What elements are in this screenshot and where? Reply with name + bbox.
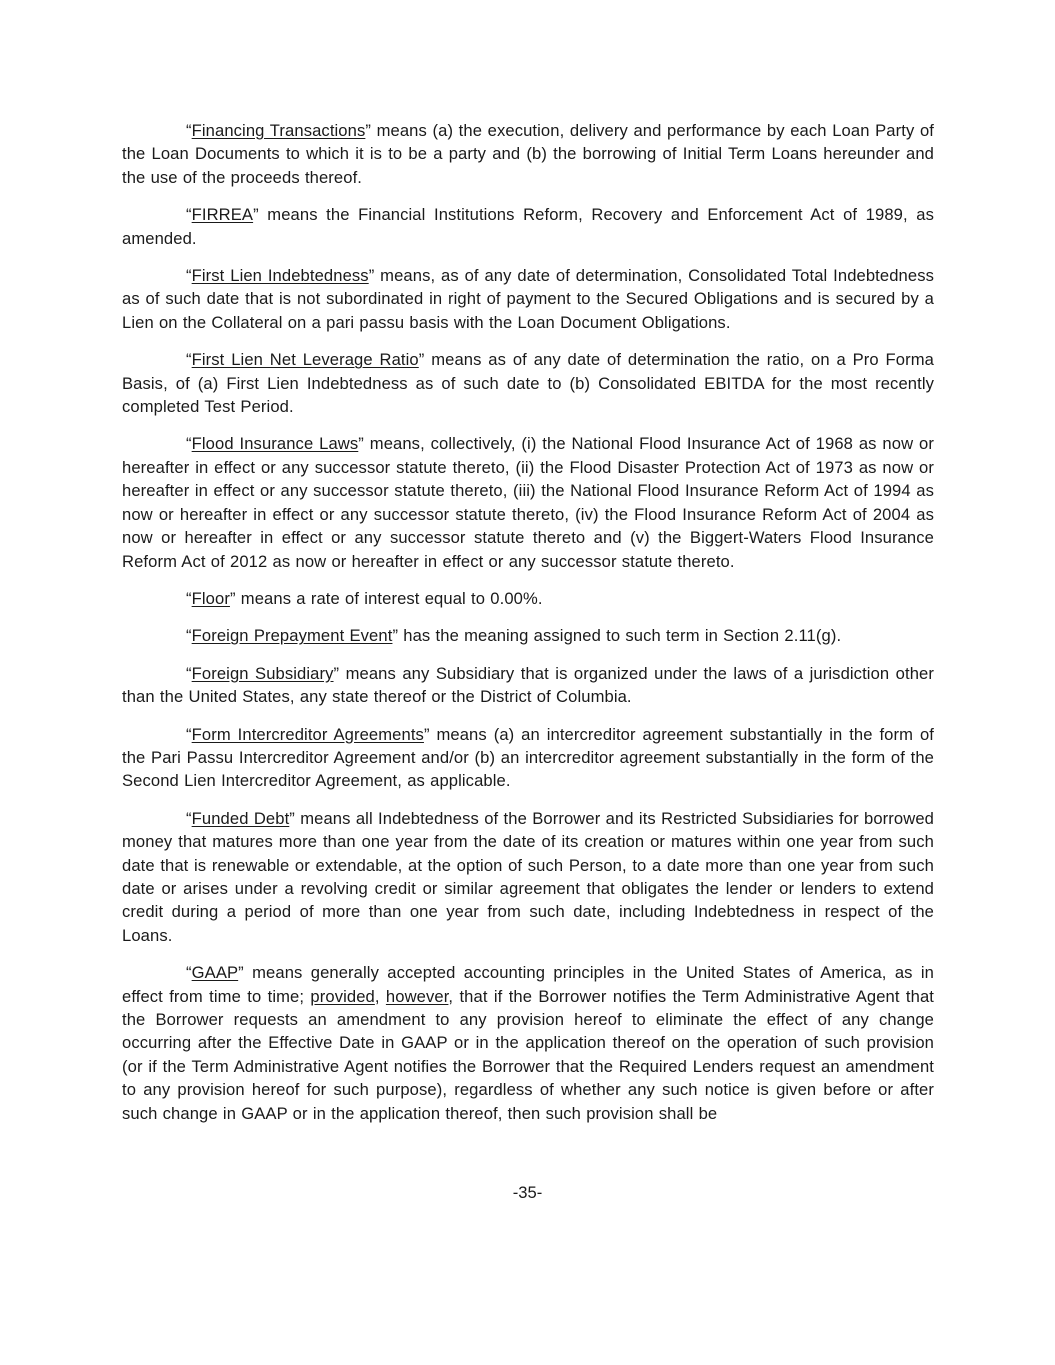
- paragraph: [122, 432, 934, 572]
- paragraph: [122, 807, 934, 947]
- defined-term: First Lien Indebtedness: [191, 266, 369, 286]
- defined-term: Funded Debt: [191, 808, 290, 828]
- defined-term: however: [385, 986, 449, 1006]
- paragraph: [122, 119, 934, 189]
- text-segment: “: [186, 350, 192, 370]
- text-segment: ” means, collectively, (i) the National Flood Insurance Act of 1968 as now or hereafter in effect or any successor statute thereto, (ii) the Flood Disaster Protection Act of 1973 as now or hereafter in effect or any successor statute thereto, (iii) the National Flood Insurance Reform Act of 1994 as now or hereafter in effect or any successor statute thereto, (iv) the Flood Insurance Reform Act of 2004 as now or hereafter in effect or any successor statute thereto and (v) the Biggert-Waters Flood Insurance Reform Act of 2012 as now or hereafter in effect or any successor statute thereto.: [122, 434, 934, 571]
- defined-term: Flood Insurance Laws: [191, 434, 359, 454]
- defined-term: First Lien Net Leverage Ratio: [191, 350, 419, 370]
- paragraph: [122, 264, 934, 334]
- defined-term: Financing Transactions: [191, 121, 366, 140]
- text-segment: “: [186, 808, 192, 828]
- text-segment: “: [186, 121, 192, 140]
- defined-term: GAAP: [191, 963, 239, 983]
- text-segment: ,: [374, 986, 386, 1006]
- defined-term: Floor: [191, 588, 230, 608]
- text-segment: ” means as of any date of determination the ratio, on a Pro Forma Basis, of (a) First Lien Indebtedness as of such date to (b) Consolidated EBITDA for the most recently completed Test Period.: [122, 350, 934, 417]
- paragraph: [122, 203, 934, 250]
- text-segment: “: [186, 205, 192, 225]
- text-segment: “: [186, 266, 192, 286]
- text-segment: ” has the meaning assigned to such term in Section 2.11(g).: [392, 626, 842, 646]
- text-segment: ” means any Subsidiary that is organized under the laws of a jurisdiction other than the United States, any state thereof or the District of Columbia.: [122, 663, 934, 707]
- text-segment: “: [186, 434, 192, 454]
- text-segment: “: [186, 963, 192, 983]
- defined-term: provided: [310, 986, 375, 1006]
- text-segment: “: [186, 663, 192, 683]
- document-body: [122, 119, 934, 1139]
- text-segment: “: [186, 588, 192, 608]
- paragraph: [122, 624, 934, 647]
- paragraph: [122, 587, 934, 610]
- text-segment: “: [186, 724, 192, 744]
- defined-term: Foreign Subsidiary: [191, 663, 334, 683]
- paragraph: [122, 662, 934, 709]
- text-segment: “: [186, 626, 192, 646]
- text-segment: ” means generally accepted accounting principles in the United States of America, as in effect from time to time;: [122, 963, 934, 1006]
- text-segment: ” means all Indebtedness of the Borrower and its Restricted Subsidiaries for borrowed money that matures more than one year from the date of its creation or matures within one year from such date that is renewable or extendable, at the option of such Person, to a date more than one year from such date or arises under a revolving credit or similar agreement that obligates the lender or lenders to extend credit during a period of more than one year from such date, including Indebtedness in respect of the Loans.: [122, 808, 934, 945]
- text-segment: ” means the Financial Institutions Reform, Recovery and Enforcement Act of 1989, as amended.: [122, 205, 934, 248]
- page-number: -35-: [512, 1183, 543, 1202]
- paragraph: [122, 961, 934, 1125]
- text-segment: ” means (a) an intercreditor agreement substantially in the form of the Pari Passu Intercreditor Agreement and/or (b) an intercreditor agreement substantially in the form of the Second Lien Intercreditor Agreement, as applicable.: [122, 724, 935, 791]
- text-segment: , that if the Borrower notifies the Term Administrative Agent that the Borrower requests an amendment to any provision hereof to eliminate the effect of any change occurring after the Effective Date in GAAP or in the application thereof on the operation of such provision (or if the Term Administrative Agent notifies the Borrower that the Required Lenders request an amendment to any provision hereof for such purpose), regardless of whether any such notice is given before or after such change in GAAP or in the application thereof, then such provision shall be: [122, 986, 934, 1123]
- text-segment: ” means (a) the execution, delivery and performance by each Loan Party of the Loan Documents to which it is to be a party and (b) the borrowing of Initial Term Loans hereunder and the use of the proceeds thereof.: [122, 121, 934, 187]
- defined-term: FIRREA: [191, 205, 254, 225]
- text-segment: ” means, as of any date of determination, Consolidated Total Indebtedness as of such date that is not subordinated in right of payment to the Secured Obligations and is secured by a Lien on the Collateral on a pari passu basis with the Loan Document Obligations.: [122, 266, 935, 332]
- paragraph: [122, 348, 934, 418]
- text-segment: ” means a rate of interest equal to 0.00%.: [229, 588, 543, 608]
- defined-term: Foreign Prepayment Event: [191, 626, 393, 646]
- defined-term: Form Intercreditor Agreements: [191, 724, 424, 744]
- paragraph: [122, 723, 934, 793]
